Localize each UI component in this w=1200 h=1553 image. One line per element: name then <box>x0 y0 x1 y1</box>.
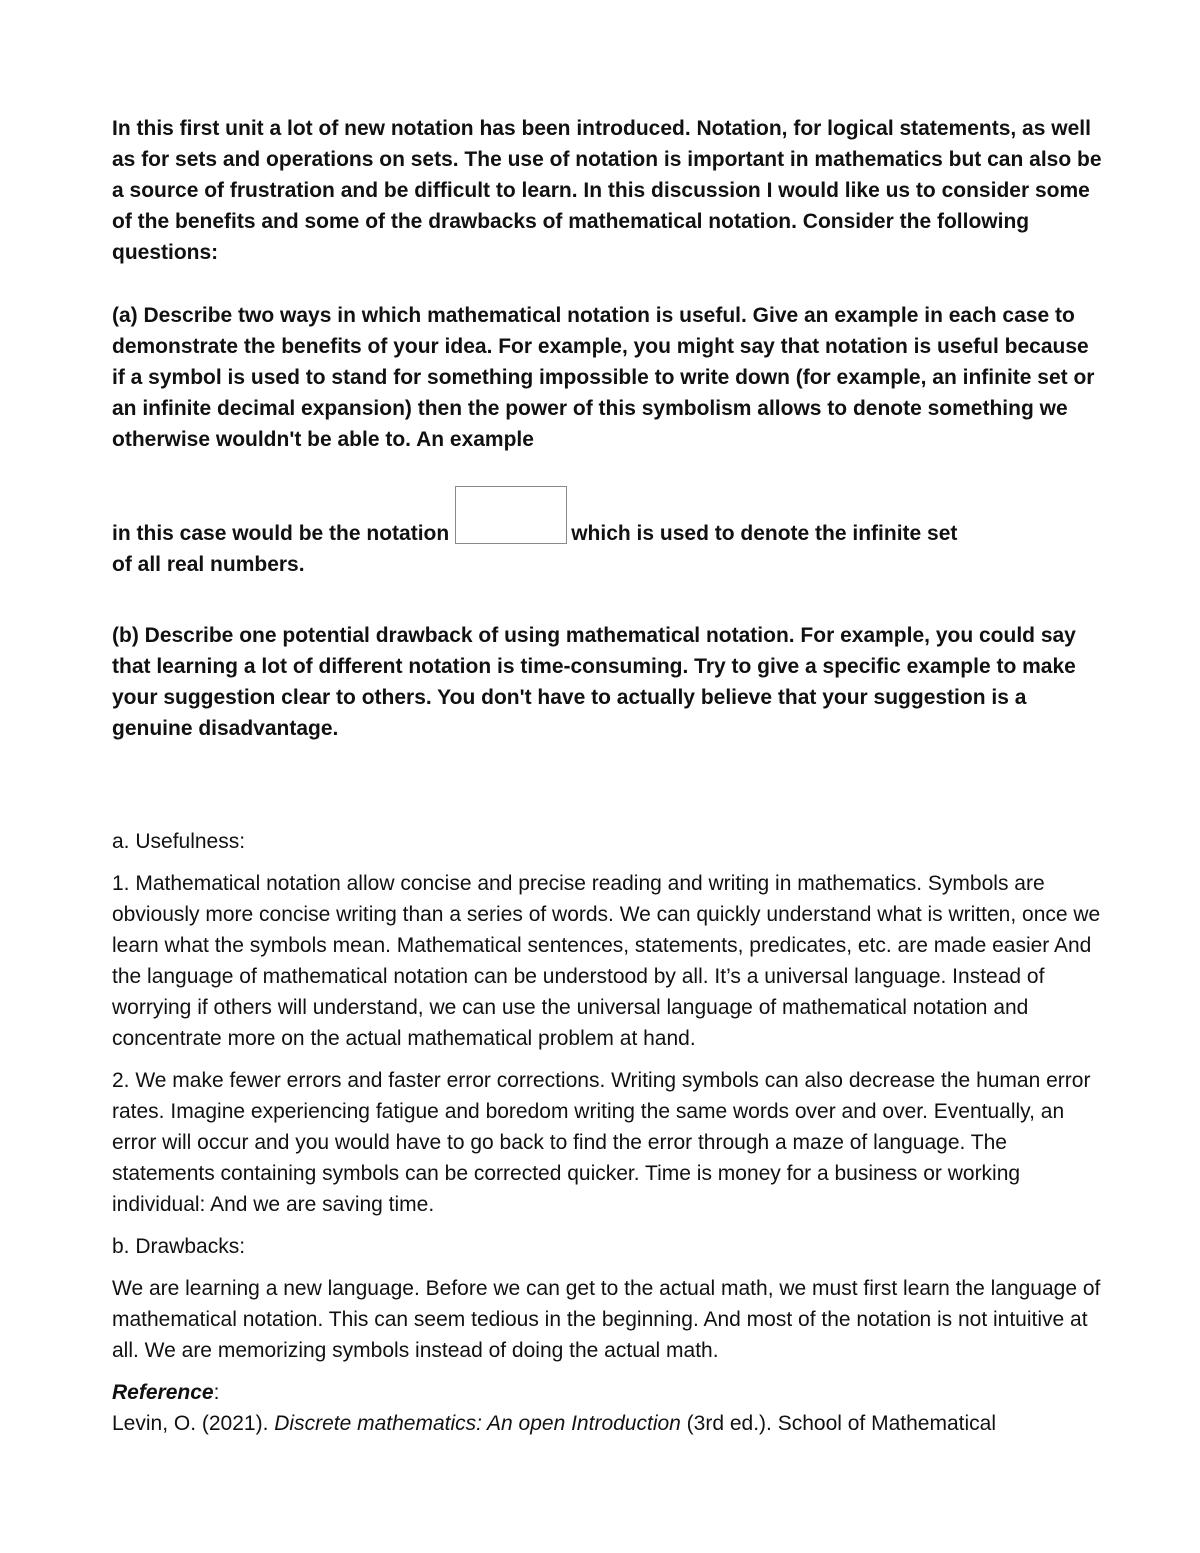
prompt-intro: In this first unit a lot of new notation has been introduced. Notation, for logical statements, as well as for sets and operations on sets. The use of notation is important in mathematics but can also be a source of frustration and be difficult to learn. In this discussion I would like us to consider some of the benefits and some of the drawbacks of mathematical notation. Consider the following questions: <box>112 117 1102 264</box>
reference-section <box>112 1377 1102 1439</box>
document-page <box>112 113 1102 1439</box>
prompt-part-a-notation-tail: which is used to denote the infinite set <box>571 522 958 545</box>
drawbacks-text: We are learning a new language. Before we can get to the actual math, we must first learn the language of mathematical notation. This can seem tedious in the beginning. And most of the notation is not intuitive at all. We are memorizing symbols instead of doing the actual math. <box>112 1277 1101 1362</box>
reference-citation <box>112 1408 1102 1439</box>
prompt-part-a-end: of all real numbers. <box>112 553 305 576</box>
reference-heading <box>112 1377 1102 1408</box>
citation-rest: (3rd ed.). School of Mathematical <box>680 1412 996 1435</box>
reference-colon: : <box>213 1381 220 1404</box>
usefulness-heading: a. Usefulness: <box>112 830 246 853</box>
prompt-part-a-text: (a) Describe two ways in which mathematical notation is useful. Give an example in each case to demonstrate the benefits of your idea. For example, you might say that notation is useful because if a symbol is used to stand for something impossible to write down (for example, an infinite set or an infinite decimal expansion) then the power of this symbolism allows to denote something we otherwise wouldn't be able to. An example <box>112 304 1095 451</box>
usefulness-point-2: 2. We make fewer errors and faster error corrections. Writing symbols can also decrease the human error rates. Imagine experiencing fatigue and boredom writing the same words over and over. Eventually, an error will occur and you would have to go back to find the error through a maze of language. The statements containing symbols can be corrected quicker. Time is money for a business or working individual: And we are saving time. <box>112 1069 1091 1216</box>
student-answer <box>112 826 1102 1439</box>
discussion-prompt <box>112 113 1102 744</box>
reference-label: Reference <box>112 1381 214 1404</box>
usefulness-point-1: 1. Mathematical notation allow concise and precise reading and writing in mathematics. Symbols are obviously more concise writing than a series of words. We can quickly understand what is written, once we learn what the symbols mean. Mathematical sentences, statements, predicates, etc. are made easier And the language of mathematical notation can be understood by all. It’s a universal language. Instead of worrying if others will understand, we can use the universal language of mathematical notation and concentrate more on the actual mathematical problem at hand. <box>112 872 1101 1050</box>
prompt-part-b: (b) Describe one potential drawback of using mathematical notation. For example, you could say that learning a lot of different notation is time-consuming. Try to give a specific example to make your suggestion clear to others. You don't have to actually believe that your suggestion is a genuine disadvantage. <box>112 624 1076 740</box>
prompt-part-a <box>112 300 1102 580</box>
drawbacks-heading: b. Drawbacks: <box>112 1235 246 1258</box>
citation-title: Discrete mathematics: An open Introduction <box>274 1412 681 1435</box>
notation-image-placeholder <box>455 486 567 544</box>
citation-author-year: Levin, O. (2021). <box>112 1412 275 1435</box>
prompt-part-a-notation-lead: in this case would be the notation <box>112 522 450 545</box>
